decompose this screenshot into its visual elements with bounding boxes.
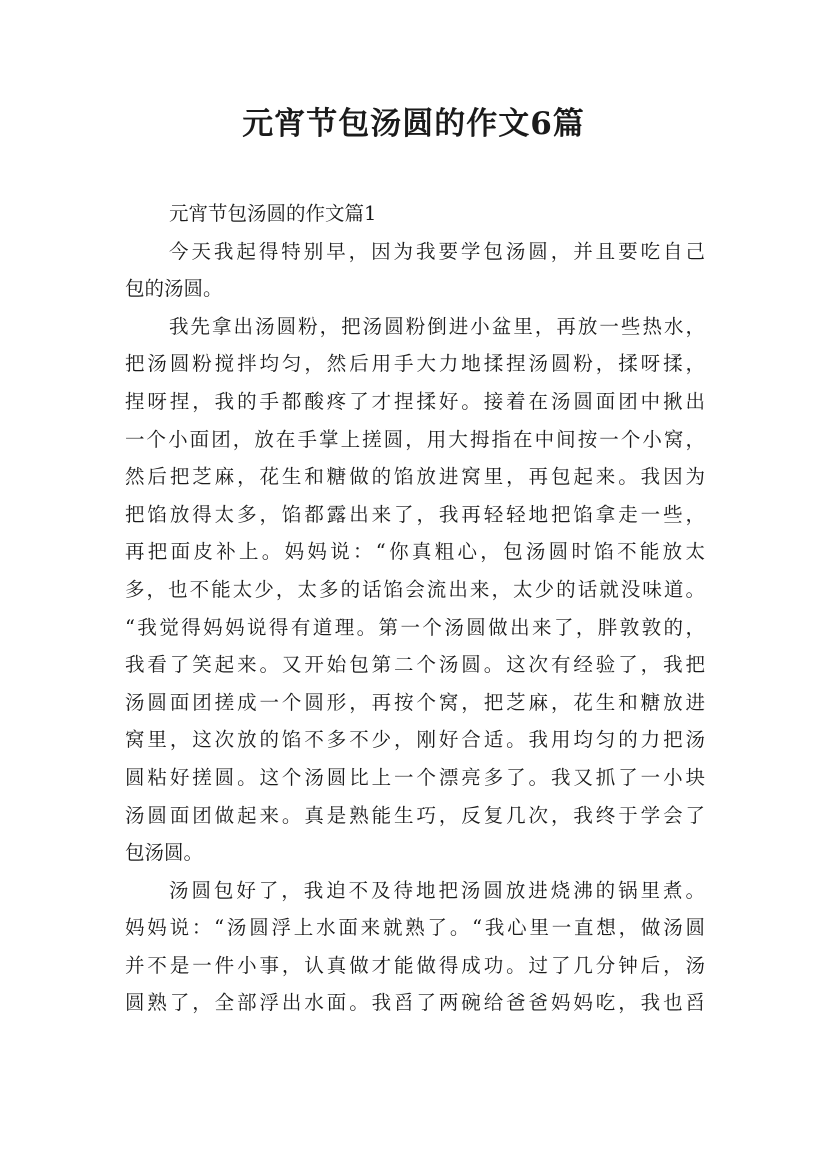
document-body (125, 195, 705, 1022)
text-line: 我先拿出汤圆粉，把汤圆粉倒进小盆里，再放一些热水， (169, 314, 705, 338)
text-line: 汤圆面团搓成一个圆形，再按个窝，把芝麻，花生和糖放进 (125, 690, 705, 714)
text-line: 再把面皮补上。妈妈说：“你真粗心，包汤圆时馅不能放太 (125, 540, 705, 564)
text-line: 多，也不能太少，太多的话馅会流出来，太少的话就没味道。 (125, 577, 705, 601)
text-line: 并不是一件小事，认真做才能做得成功。过了几分钟后，汤 (125, 953, 705, 977)
text-line: “我觉得妈妈说得有道理。第一个汤圆做出来了，胖敦敦的， (125, 615, 705, 639)
text-line: 汤圆面团做起来。真是熟能生巧，反复几次，我终于学会了 (125, 803, 705, 827)
text-line: 捏呀捏，我的手都酸疼了才捏揉好。接着在汤圆面团中揪出 (125, 389, 705, 413)
text-line: 把汤圆粉搅拌均匀，然后用手大力地揉捏汤圆粉，揉呀揉， (125, 352, 705, 376)
text-line: 圆熟了，全部浮出水面。我舀了两碗给爸爸妈妈吃，我也舀 (125, 991, 705, 1015)
text-line: 圆粘好搓圆。这个汤圆比上一个漂亮多了。我又抓了一小块 (125, 765, 705, 789)
text-line: 元宵节包汤圆的作文篇1 (169, 202, 377, 225)
text-line: 窝里，这次放的馅不多不少，刚好合适。我用均匀的力把汤 (125, 728, 705, 752)
text-line: 妈妈说：“汤圆浮上水面来就熟了。“我心里一直想，做汤圆 (125, 916, 705, 940)
text-line: 把馅放得太多，馅都露出来了，我再轻轻地把馅拿走一些， (125, 502, 705, 526)
text-line: 汤圆包好了，我迫不及待地把汤圆放进烧沸的锅里煮。 (169, 878, 705, 902)
text-line: 然后把芝麻，花生和糖做的馅放进窝里，再包起来。我因为 (125, 465, 705, 489)
text-line: 今天我起得特别早，因为我要学包汤圆，并且要吃自己 (169, 239, 705, 263)
text-line: 一个小面团，放在手掌上搓圆，用大拇指在中间按一个小窝， (125, 427, 705, 451)
document-title: 元宵节包汤圆的作文6篇 (242, 106, 585, 142)
text-line: 我看了笑起来。又开始包第二个汤圆。这次有经验了，我把 (125, 653, 705, 677)
text-line: 包汤圆。 (125, 841, 204, 865)
text-line: 包的汤圆。 (125, 277, 223, 301)
